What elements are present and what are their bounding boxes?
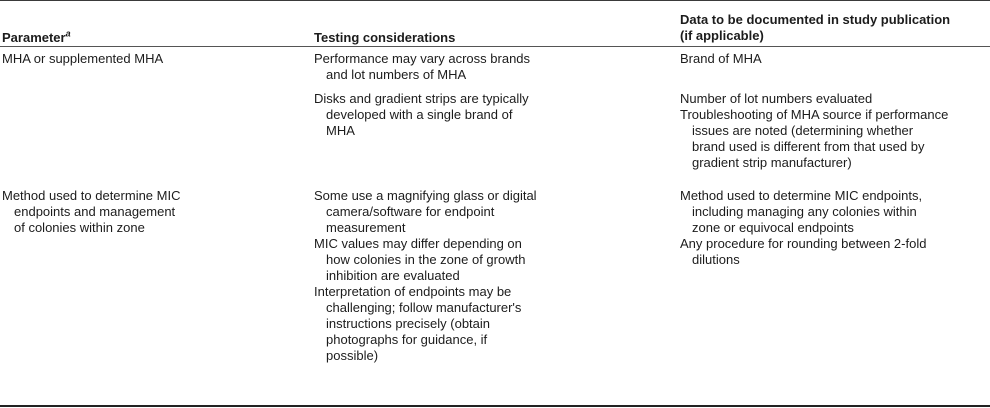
- data-line: including managing any colonies within: [692, 204, 917, 219]
- header-data-line2: (if applicable): [680, 28, 764, 43]
- row2-parameter-line: endpoints and management: [14, 204, 176, 219]
- consideration-line: inhibition are evaluated: [326, 268, 460, 283]
- data-line: zone or equivocal endpoints: [692, 220, 854, 235]
- row2-consideration-1: [314, 188, 537, 236]
- footnote-marker: a: [65, 28, 71, 39]
- consideration-line: measurement: [326, 220, 406, 235]
- consideration-line: developed with a single brand of: [326, 107, 513, 122]
- consideration-line: how colonies in the zone of growth: [326, 252, 526, 267]
- table-bottom-rule: [0, 405, 990, 407]
- consideration-line: MIC values may differ depending on: [314, 236, 522, 251]
- data-line: brand used is different from that used by: [692, 139, 925, 154]
- header-testing-considerations: Testing considerations: [314, 30, 456, 45]
- table-top-rule: [0, 0, 990, 1]
- header-parameter: [2, 30, 71, 46]
- consideration-line: camera/software for endpoint: [326, 204, 495, 219]
- row1-consideration-2: [314, 91, 529, 139]
- data-line: Troubleshooting of MHA source if performance: [680, 107, 949, 122]
- header-rule: [0, 46, 990, 47]
- row2-consideration-3: [314, 284, 521, 364]
- consideration-line: Disks and gradient strips are typically: [314, 91, 529, 106]
- consideration-line: and lot numbers of MHA: [326, 67, 467, 82]
- row2-parameter: [2, 188, 180, 236]
- row1-data-2: [680, 91, 872, 107]
- header-data-documented: [680, 12, 950, 44]
- consideration-line: possible): [326, 348, 379, 363]
- consideration-line: Some use a magnifying glass or digital: [314, 188, 537, 203]
- consideration-line: Interpretation of endpoints may be: [314, 284, 512, 299]
- data-line: Method used to determine MIC endpoints,: [680, 188, 923, 203]
- data-line: dilutions: [692, 252, 740, 267]
- consideration-line: photographs for guidance, if: [326, 332, 488, 347]
- consideration-line: MHA: [326, 123, 355, 138]
- row2-consideration-2: [314, 236, 525, 284]
- data-line: Any procedure for rounding between 2-fold: [680, 236, 927, 251]
- row1-data-1: [680, 51, 762, 67]
- row2-data-2: [680, 236, 926, 268]
- header-data-line1: Data to be documented in study publication: [680, 12, 951, 27]
- consideration-line: Performance may vary across brands: [314, 51, 531, 66]
- row1-data-3: [680, 107, 948, 171]
- data-line: Number of lot numbers evaluated: [680, 91, 873, 106]
- row2-data-1: [680, 188, 922, 236]
- row2-parameter-line: Method used to determine MIC: [2, 188, 181, 203]
- row1-parameter: [2, 51, 163, 67]
- row2-parameter-line: of colonies within zone: [14, 220, 145, 235]
- data-line: issues are noted (determining whether: [692, 123, 914, 138]
- consideration-line: instructions precisely (obtain: [326, 316, 491, 331]
- data-line: gradient strip manufacturer): [692, 155, 852, 170]
- data-line: Brand of MHA: [680, 51, 762, 66]
- header-parameter-text: Parameter: [2, 30, 66, 45]
- row1-parameter-line: MHA or supplemented MHA: [2, 51, 164, 66]
- consideration-line: challenging; follow manufacturer's: [326, 300, 522, 315]
- row1-consideration-1: [314, 51, 530, 83]
